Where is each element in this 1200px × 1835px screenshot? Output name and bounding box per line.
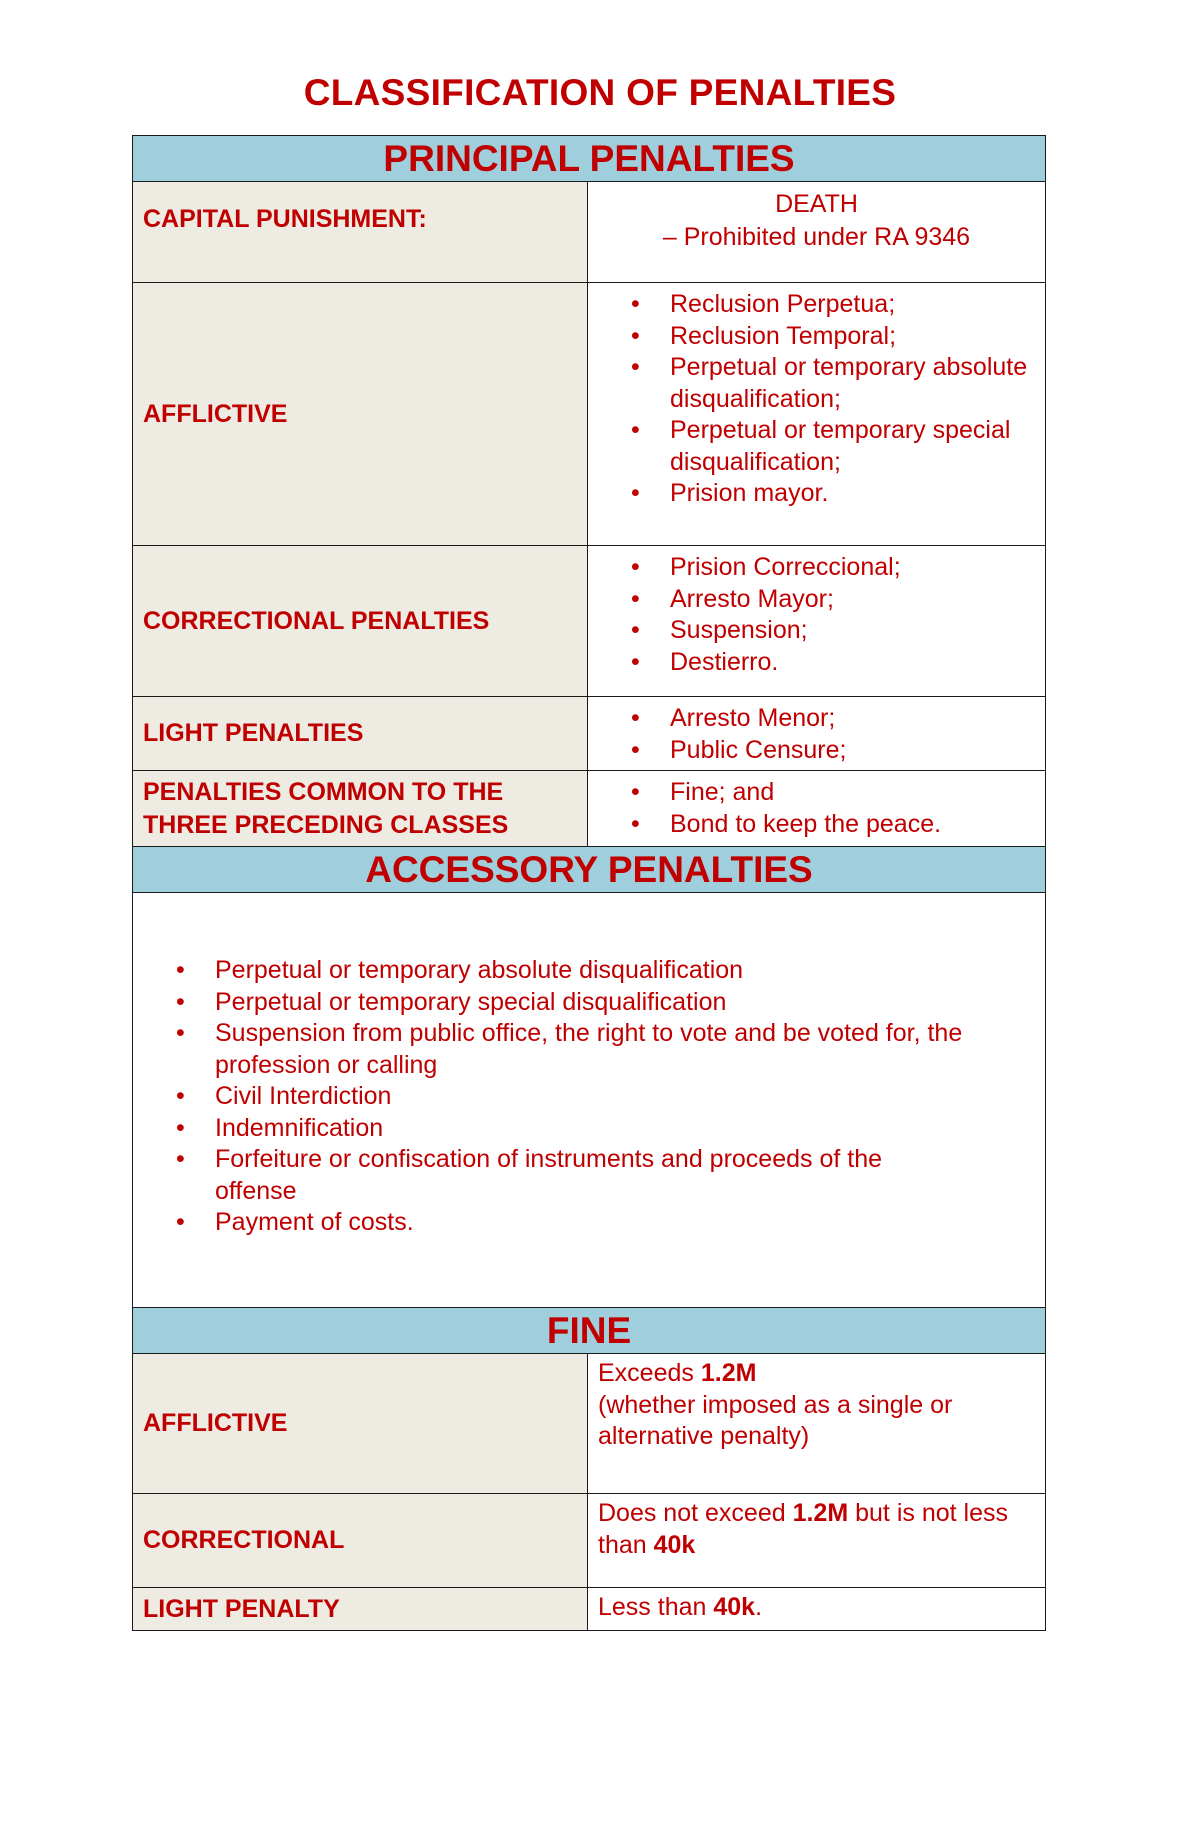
list-item: • Perpetual or temporary absolute disqualification [133, 955, 1045, 987]
fine-afflictive-note: (whether imposed as a single or alternative penalty) [598, 1390, 953, 1450]
accessory-row [133, 893, 1046, 1308]
fine-light-label: LIGHT PENALTY [133, 1588, 588, 1631]
list-item: • Reclusion Temporal; [588, 321, 1045, 353]
afflictive-list-cell [588, 283, 1046, 546]
principal-header-row [133, 136, 1046, 182]
light-row [133, 697, 1046, 771]
afflictive-label: AFFLICTIVE [133, 283, 588, 546]
accessory-penalties-header: ACCESSORY PENALTIES [133, 847, 1046, 893]
fine-header-row [133, 1308, 1046, 1354]
afflictive-row [133, 283, 1046, 546]
accessory-header-row [133, 847, 1046, 893]
light-penalties-label: LIGHT PENALTIES [133, 697, 588, 771]
capital-punishment-value [588, 182, 1046, 283]
correctional-list-cell [588, 546, 1046, 697]
fine-correctional-row [133, 1494, 1046, 1588]
fine-light-amount: 40k [713, 1593, 756, 1621]
common-row [133, 771, 1046, 847]
penalties-table [132, 135, 1046, 1631]
common-list-cell [588, 771, 1046, 847]
list-item: • Fine; and [588, 777, 1045, 809]
accessory-list [133, 955, 1045, 1239]
correctional-list [588, 546, 1045, 678]
fine-correctional-mid: but is not less than [598, 1499, 1008, 1559]
correctional-penalties-label: CORRECTIONAL PENALTIES [133, 546, 588, 697]
list-item: • Arresto Menor; [588, 703, 1045, 735]
fine-light-row [133, 1588, 1046, 1631]
document-title: CLASSIFICATION OF PENALTIES [303, 72, 897, 113]
fine-header: FINE [133, 1308, 1046, 1354]
principal-penalties-header: PRINCIPAL PENALTIES [133, 136, 1046, 182]
fine-light-value [588, 1588, 1046, 1631]
fine-correctional-amount-min: 40k [653, 1530, 696, 1559]
fine-afflictive-row [133, 1354, 1046, 1494]
list-item: • Destierro. [588, 647, 1045, 679]
fine-light-prefix: Less than [598, 1593, 714, 1621]
death-text: DEATH [775, 190, 858, 218]
list-item: • Prision mayor. [588, 478, 1045, 510]
fine-correctional-amount-max: 1.2M [792, 1499, 849, 1527]
fine-correctional-value [588, 1494, 1046, 1588]
common-penalties-label: PENALTIES COMMON TO THE THREE PRECEDING CLASSES [133, 771, 588, 847]
fine-afflictive-prefix: Exceeds [598, 1359, 701, 1387]
fine-afflictive-amount: 1.2M [700, 1359, 757, 1387]
fine-afflictive-label: AFFLICTIVE [133, 1354, 588, 1494]
prohibited-note: – Prohibited under RA 9346 [662, 223, 971, 251]
list-item: • Perpetual or temporary special disqualification; [588, 415, 1045, 478]
fine-light-suffix: . [755, 1593, 763, 1621]
list-item: • Suspension from public office, the right to vote and be voted for, the profession or calling [133, 1018, 1045, 1081]
list-item: • Indemnification [133, 1113, 1045, 1145]
common-list [588, 771, 1045, 840]
list-item: • Suspension; [588, 615, 1045, 647]
fine-correctional-prefix: Does not exceed [598, 1499, 793, 1527]
list-item: • Public Censure; [588, 735, 1045, 767]
list-item: • Forfeiture or confiscation of instruments and proceeds of the offense [133, 1144, 1045, 1207]
afflictive-list [588, 283, 1045, 510]
accessory-list-cell [133, 893, 1046, 1308]
fine-correctional-label: CORRECTIONAL [133, 1494, 588, 1588]
capital-row [133, 182, 1046, 283]
light-list [588, 697, 1045, 766]
list-item: • Payment of costs. [133, 1207, 1045, 1239]
list-item: • Perpetual or temporary absolute disqualification; [588, 352, 1045, 415]
fine-afflictive-value [588, 1354, 1046, 1494]
list-item: • Arresto Mayor; [588, 584, 1045, 616]
list-item: • Reclusion Perpetua; [588, 289, 1045, 321]
list-item: • Perpetual or temporary special disqualification [133, 987, 1045, 1019]
list-item: • Civil Interdiction [133, 1081, 1045, 1113]
correctional-row [133, 546, 1046, 697]
list-item: • Prision Correccional; [588, 552, 1045, 584]
light-list-cell [588, 697, 1046, 771]
capital-punishment-label: CAPITAL PUNISHMENT: [133, 182, 588, 283]
list-item: • Bond to keep the peace. [588, 809, 1045, 841]
